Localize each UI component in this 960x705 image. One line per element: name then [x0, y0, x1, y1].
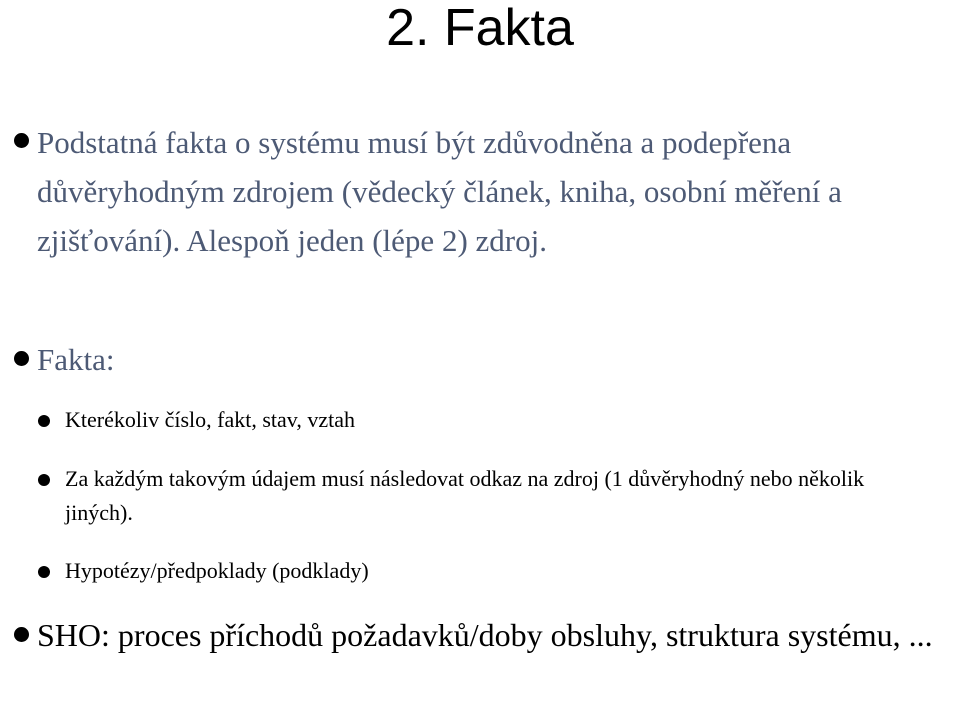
bullet-dot-icon	[14, 627, 29, 642]
bullet-item-3	[0, 611, 947, 660]
bullet-text-2: Fakta:	[37, 342, 115, 377]
bullet-item-1	[0, 118, 960, 265]
subbullet-item-2	[0, 462, 885, 530]
bullet-text-1: Podstatná fakta o systému musí být zdůvodněna a podepřena důvěryhodným zdrojem (vědecký článek, kniha, osobní měření a zjišťování). Alespoň jeden (lépe 2) zdroj.	[37, 125, 842, 258]
bullet-text-3: SHO: proces příchodů požadavků/doby obsluhy, struktura systému, ...	[37, 617, 933, 653]
subbullet-text-3: Hypotézy/předpoklady (podklady)	[65, 558, 369, 583]
slide-title-text: 2. Fakta	[386, 0, 574, 57]
bullet-dot-icon	[14, 351, 29, 366]
subbullet-item-1	[0, 403, 355, 437]
slide-title	[0, 0, 960, 58]
subbullet-item-3	[0, 554, 369, 588]
bullet-item-2	[0, 335, 115, 384]
bullet-dot-icon	[14, 133, 29, 148]
subbullet-text-1: Kterékoliv číslo, fakt, stav, vztah	[65, 407, 355, 432]
subbullet-dot-icon	[38, 474, 50, 486]
subbullet-dot-icon	[38, 415, 50, 427]
subbullet-dot-icon	[38, 566, 50, 578]
subbullet-text-2: Za každým takovým údajem musí následovat odkaz na zdroj (1 důvěryhodný nebo několik jiných).	[65, 466, 865, 525]
